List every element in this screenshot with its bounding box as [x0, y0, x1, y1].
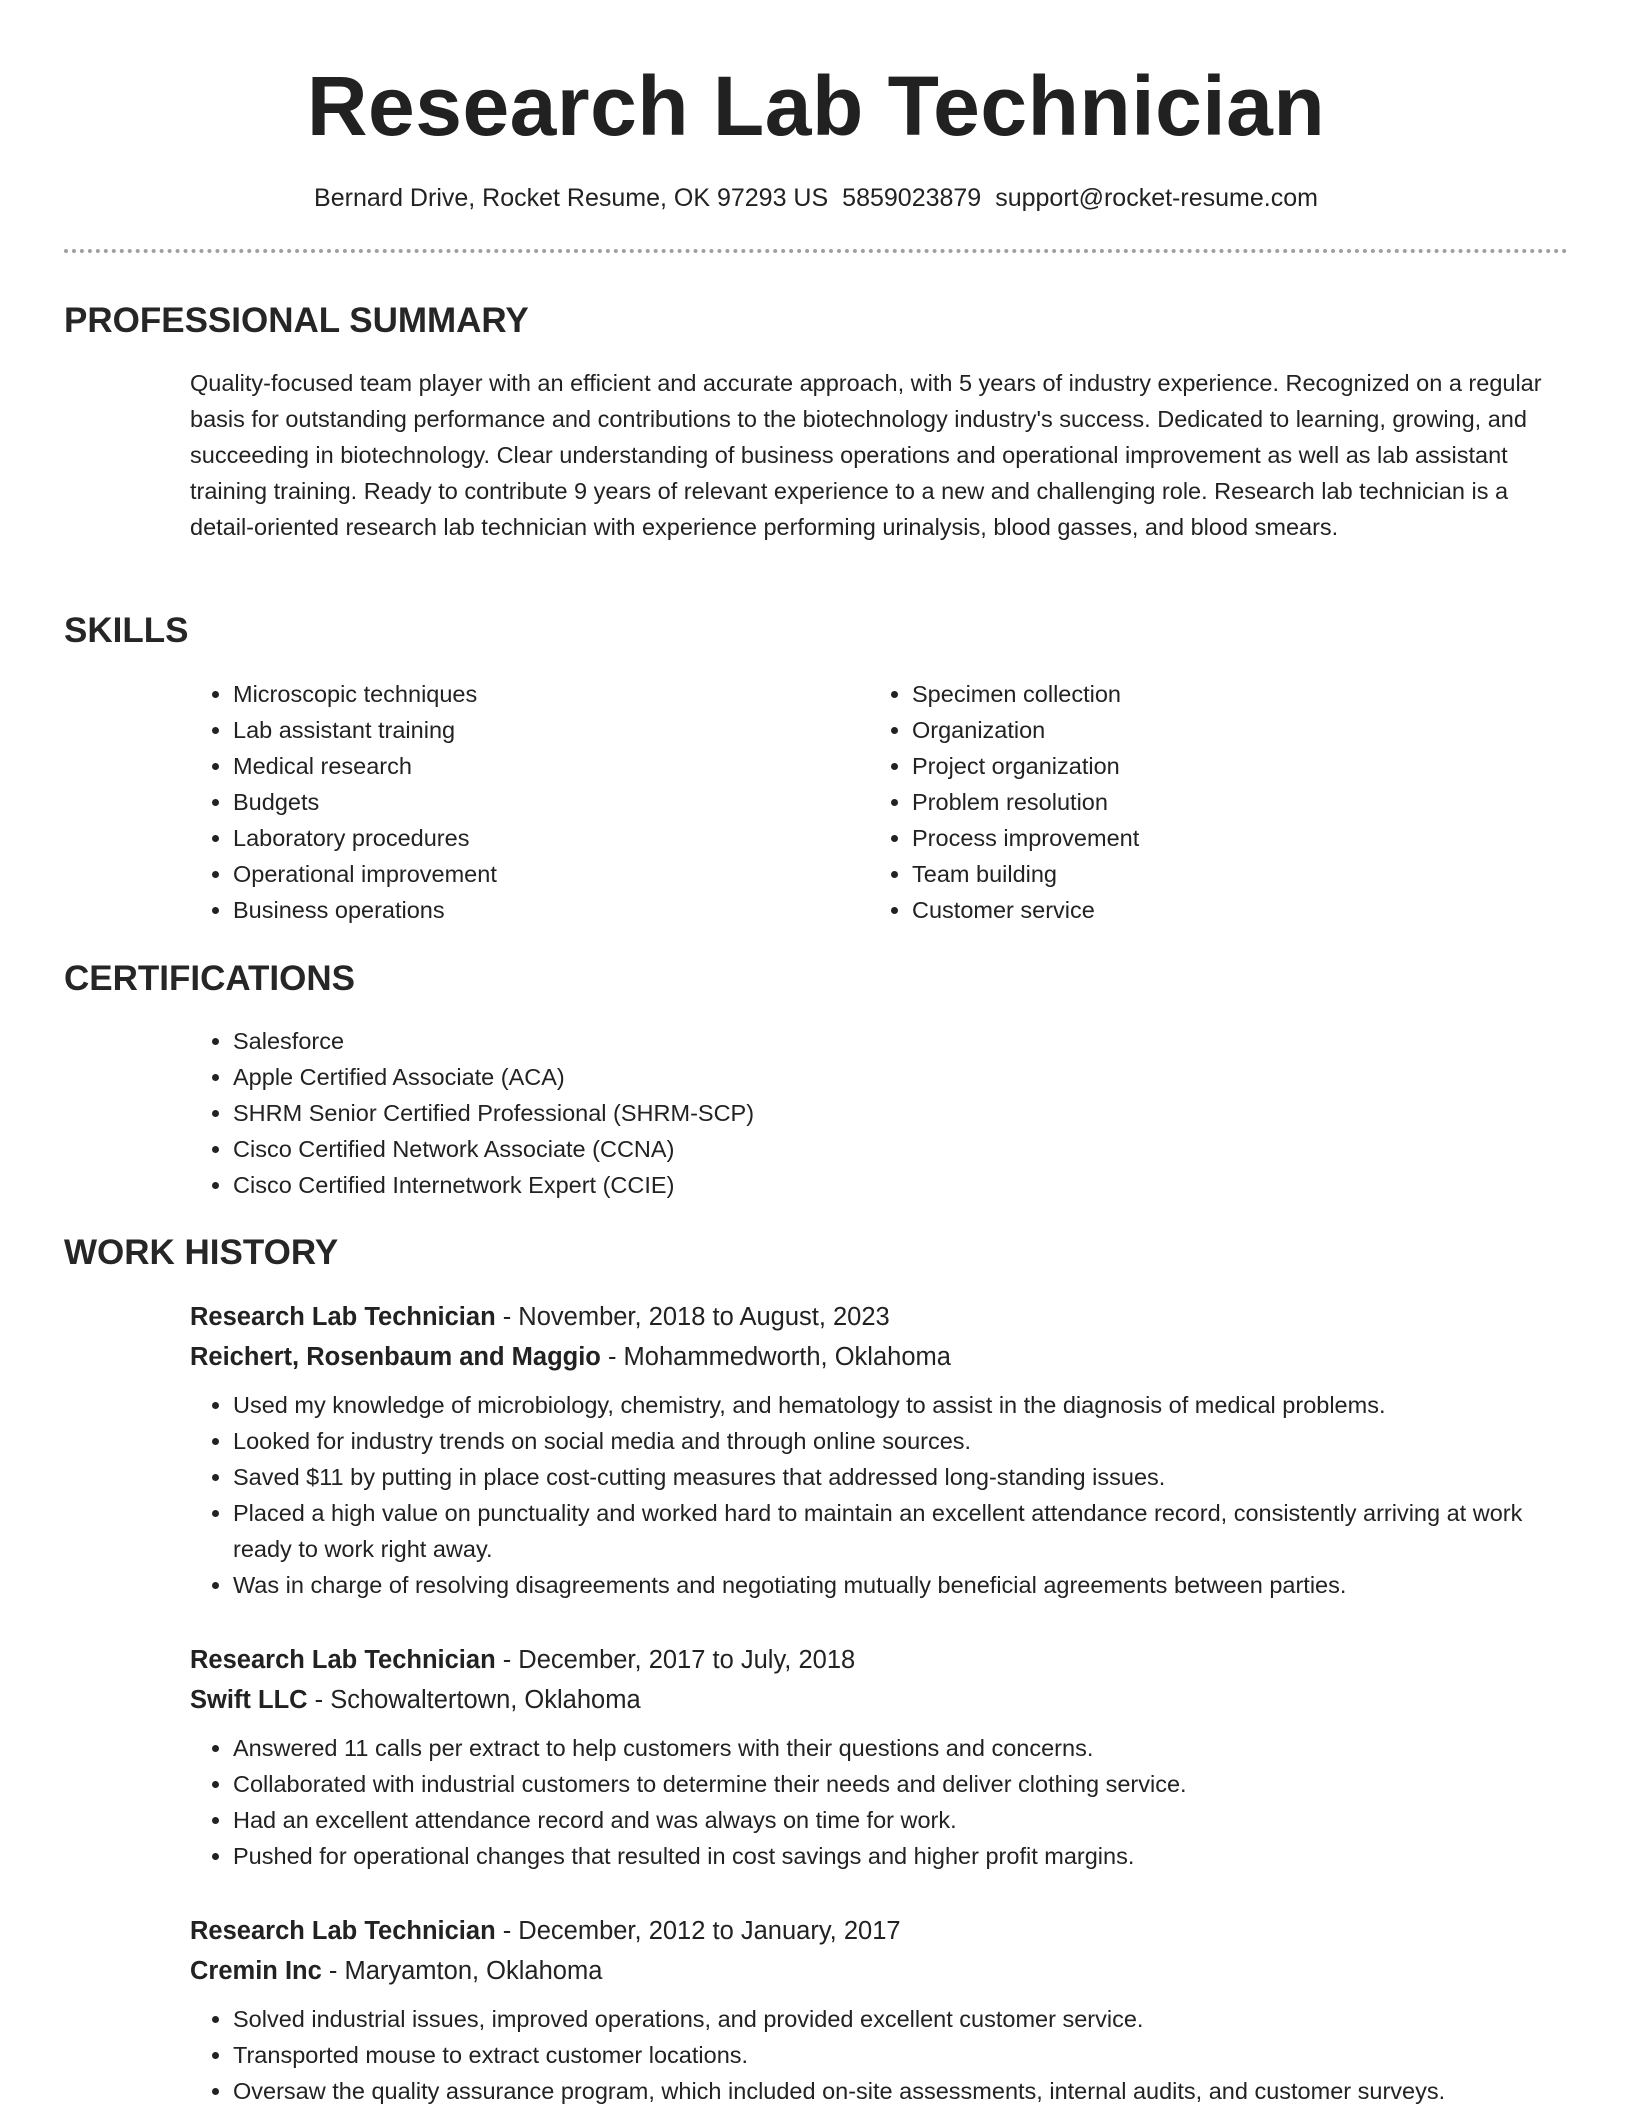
job-role: Research Lab Technician [190, 1646, 496, 1674]
section-title-work-history: WORK HISTORY [64, 1233, 339, 1272]
list-item: • Cisco Certified Internetwork Expert (CCIE) [233, 1167, 754, 1203]
list-item: • Problem resolution [912, 784, 1469, 820]
list-item: • Team building [912, 856, 1469, 892]
job-dates: - December, 2017 to July, 2018 [495, 1646, 856, 1674]
list-item: • Organization [912, 712, 1469, 748]
job-location: - Maryamton, Oklahoma [321, 1957, 603, 1985]
job-title-line [190, 1297, 1570, 1337]
list-item: • Operational improvement [233, 856, 790, 892]
list-item: • Looked for industry trends on social media and through online sources. [233, 1423, 1570, 1459]
job-dates: - December, 2012 to January, 2017 [495, 1917, 901, 1945]
header-divider [64, 249, 1568, 253]
list-item: • Laboratory procedures [233, 820, 790, 856]
certifications-list-wrap [190, 1023, 754, 1203]
list-item: • Medical research [233, 748, 790, 784]
list-item: • Lab assistant training [233, 712, 790, 748]
section-title-skills: SKILLS [64, 611, 189, 650]
job-bullets [190, 2001, 1570, 2109]
job-company: Cremin Inc [190, 1957, 322, 1985]
list-item: • Answered 11 calls per extract to help customers with their questions and concerns. [233, 1730, 1570, 1766]
job-company: Reichert, Rosenbaum and Maggio [190, 1343, 601, 1371]
section-title-summary: PROFESSIONAL SUMMARY [64, 301, 529, 340]
list-item: • Salesforce [233, 1023, 754, 1059]
job-role: Research Lab Technician [190, 1917, 496, 1945]
list-item: • Used my knowledge of microbiology, chemistry, and hematology to assist in the diagnosis of medical problems. [233, 1387, 1570, 1423]
job-bullets [190, 1730, 1570, 1874]
job-entry [190, 1640, 1570, 1874]
list-item: • Transported mouse to extract customer locations. [233, 2037, 1570, 2073]
list-item: • Business operations [233, 892, 790, 928]
list-item: • Had an excellent attendance record and was always on time for work. [233, 1802, 1570, 1838]
skills-column-left [190, 676, 790, 928]
list-item: • Apple Certified Associate (ACA) [233, 1059, 754, 1095]
contact-phone: 5859023879 [842, 184, 982, 212]
job-entry [190, 1297, 1570, 1603]
summary-text: Quality-focused team player with an efficient and accurate approach, with 5 years of industry experience. Recognized on a regular basis for outstanding performance and contributions to the biotechnology industry's success. Dedicated to learning, growing, and succeeding in biotechnology. Clear understanding of business operations and operational improvement as well as lab assistant training training. Ready to contribute 9 years of relevant experience to a new and challenging role. Research lab technician is a detail-oriented research lab technician with experience performing urinalysis, blood gasses, and blood smears. [190, 370, 1542, 540]
list-item: • Project organization [912, 748, 1469, 784]
list-item: • Budgets [233, 784, 790, 820]
list-item: • Oversaw the quality assurance program, which included on-site assessments, internal audits, and customer surveys. [233, 2073, 1570, 2109]
job-company-line [190, 1337, 1570, 1377]
list-item: • Process improvement [912, 820, 1469, 856]
job-company-line [190, 1680, 1570, 1720]
list-item: • Collaborated with industrial customers to determine their needs and deliver clothing service. [233, 1766, 1570, 1802]
list-item: • Pushed for operational changes that resulted in cost savings and higher profit margins. [233, 1838, 1570, 1874]
job-role: Research Lab Technician [190, 1303, 496, 1331]
section-title-certifications: CERTIFICATIONS [64, 959, 356, 998]
list-item: • Was in charge of resolving disagreements and negotiating mutually beneficial agreements between parties. [233, 1567, 1570, 1603]
resume-name: Research Lab Technician [306, 59, 1326, 153]
list-item: • Customer service [912, 892, 1469, 928]
list-item: • SHRM Senior Certified Professional (SHRM-SCP) [233, 1095, 754, 1131]
certifications-list [190, 1023, 754, 1203]
job-bullets [190, 1387, 1570, 1603]
job-company: Swift LLC [190, 1686, 308, 1714]
list-item: • Saved $11 by putting in place cost-cutting measures that addressed long-standing issues. [233, 1459, 1570, 1495]
skills-column-right [869, 676, 1469, 928]
job-company-line [190, 1951, 1570, 1991]
list-item: • Placed a high value on punctuality and worked hard to maintain an excellent attendance record, consistently arriving at work ready to work right away. [233, 1495, 1570, 1567]
contact-email[interactable]: support@rocket-resume.com [995, 184, 1318, 212]
job-location: - Schowaltertown, Oklahoma [307, 1686, 641, 1714]
job-dates: - November, 2018 to August, 2023 [495, 1303, 890, 1331]
skills-list-right [869, 676, 1469, 928]
contact-line [0, 182, 1632, 214]
job-title-line [190, 1640, 1570, 1680]
job-location: - Mohammedworth, Oklahoma [600, 1343, 951, 1371]
list-item: • Specimen collection [912, 676, 1469, 712]
job-title-line [190, 1911, 1570, 1951]
contact-address: Bernard Drive, Rocket Resume, OK 97293 US [314, 184, 829, 212]
list-item: • Cisco Certified Network Associate (CCNA) [233, 1131, 754, 1167]
job-entry [190, 1911, 1570, 2109]
list-item: • Solved industrial issues, improved operations, and provided excellent customer service. [233, 2001, 1570, 2037]
skills-list-left [190, 676, 790, 928]
list-item: • Microscopic techniques [233, 676, 790, 712]
